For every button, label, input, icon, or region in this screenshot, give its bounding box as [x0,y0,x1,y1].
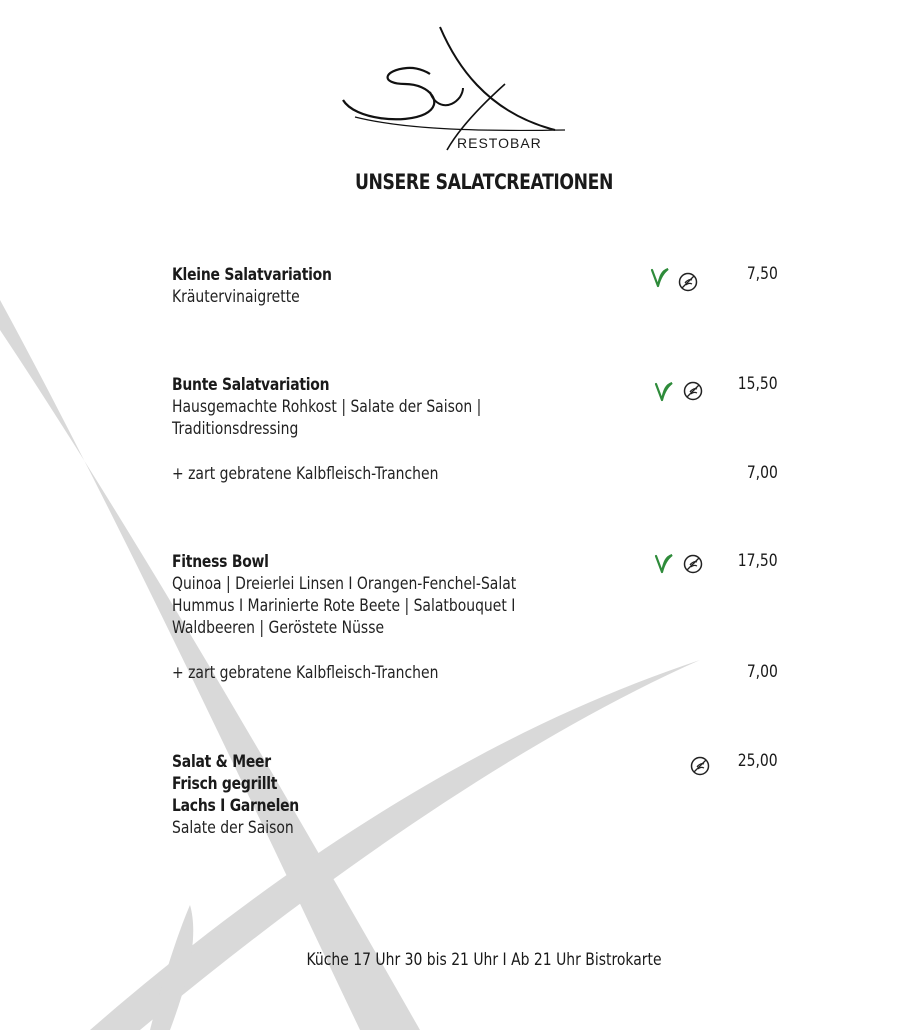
item-price: 17,50 [738,551,778,571]
gluten-free-icon [677,270,699,294]
addon-label: + zart gebratene Kalbfleisch-Tranchen [172,663,439,683]
item-description: Hausgemachte Rohkost | Salate der Saison | [172,397,482,417]
item-price: 15,50 [738,374,778,394]
item-addon [172,463,792,485]
logo-subtitle: RESTOBAR [457,135,542,151]
item-name: Fitness Bowl [172,552,269,572]
item-name: Bunte Salatvariation [172,375,330,395]
vegan-leaf-icon [652,552,674,576]
item-name-line: Salat & Meer [172,752,271,772]
menu-item [172,264,792,308]
footer-hours: Küche 17 Uhr 30 bis 21 Uhr I Ab 21 Uhr Bistrokarte [306,950,662,970]
item-price: 7,50 [746,264,778,284]
addon-price: 7,00 [746,662,778,682]
gluten-free-icon [682,379,704,403]
item-name-line: Lachs I Garnelen [172,796,299,816]
item-name-line: Frisch gegrillt [172,774,278,794]
item-description: Waldbeeren | Geröstete Nüsse [172,618,385,638]
vegan-leaf-icon [652,380,674,404]
item-name: Kleine Salatvariation [172,265,332,285]
addon-label: + zart gebratene Kalbfleisch-Tranchen [172,464,439,484]
item-description: Salate der Saison [172,818,294,838]
item-addon [172,662,792,684]
page-title: UNSERE SALATCREATIONEN [354,170,614,194]
gluten-free-icon [682,552,704,576]
item-description: Traditionsdressing [172,419,299,439]
addon-price: 7,00 [746,463,778,483]
item-description: Hummus I Marinierte Rote Beete | Salatbouquet I [172,596,516,616]
item-price: 25,00 [738,751,778,771]
item-description: Quinoa | Dreierlei Linsen I Orangen-Fenchel-Salat [172,574,517,594]
gluten-free-icon [689,754,711,778]
item-description: Kräutervinaigrette [172,287,300,307]
vegan-leaf-icon [648,266,670,290]
